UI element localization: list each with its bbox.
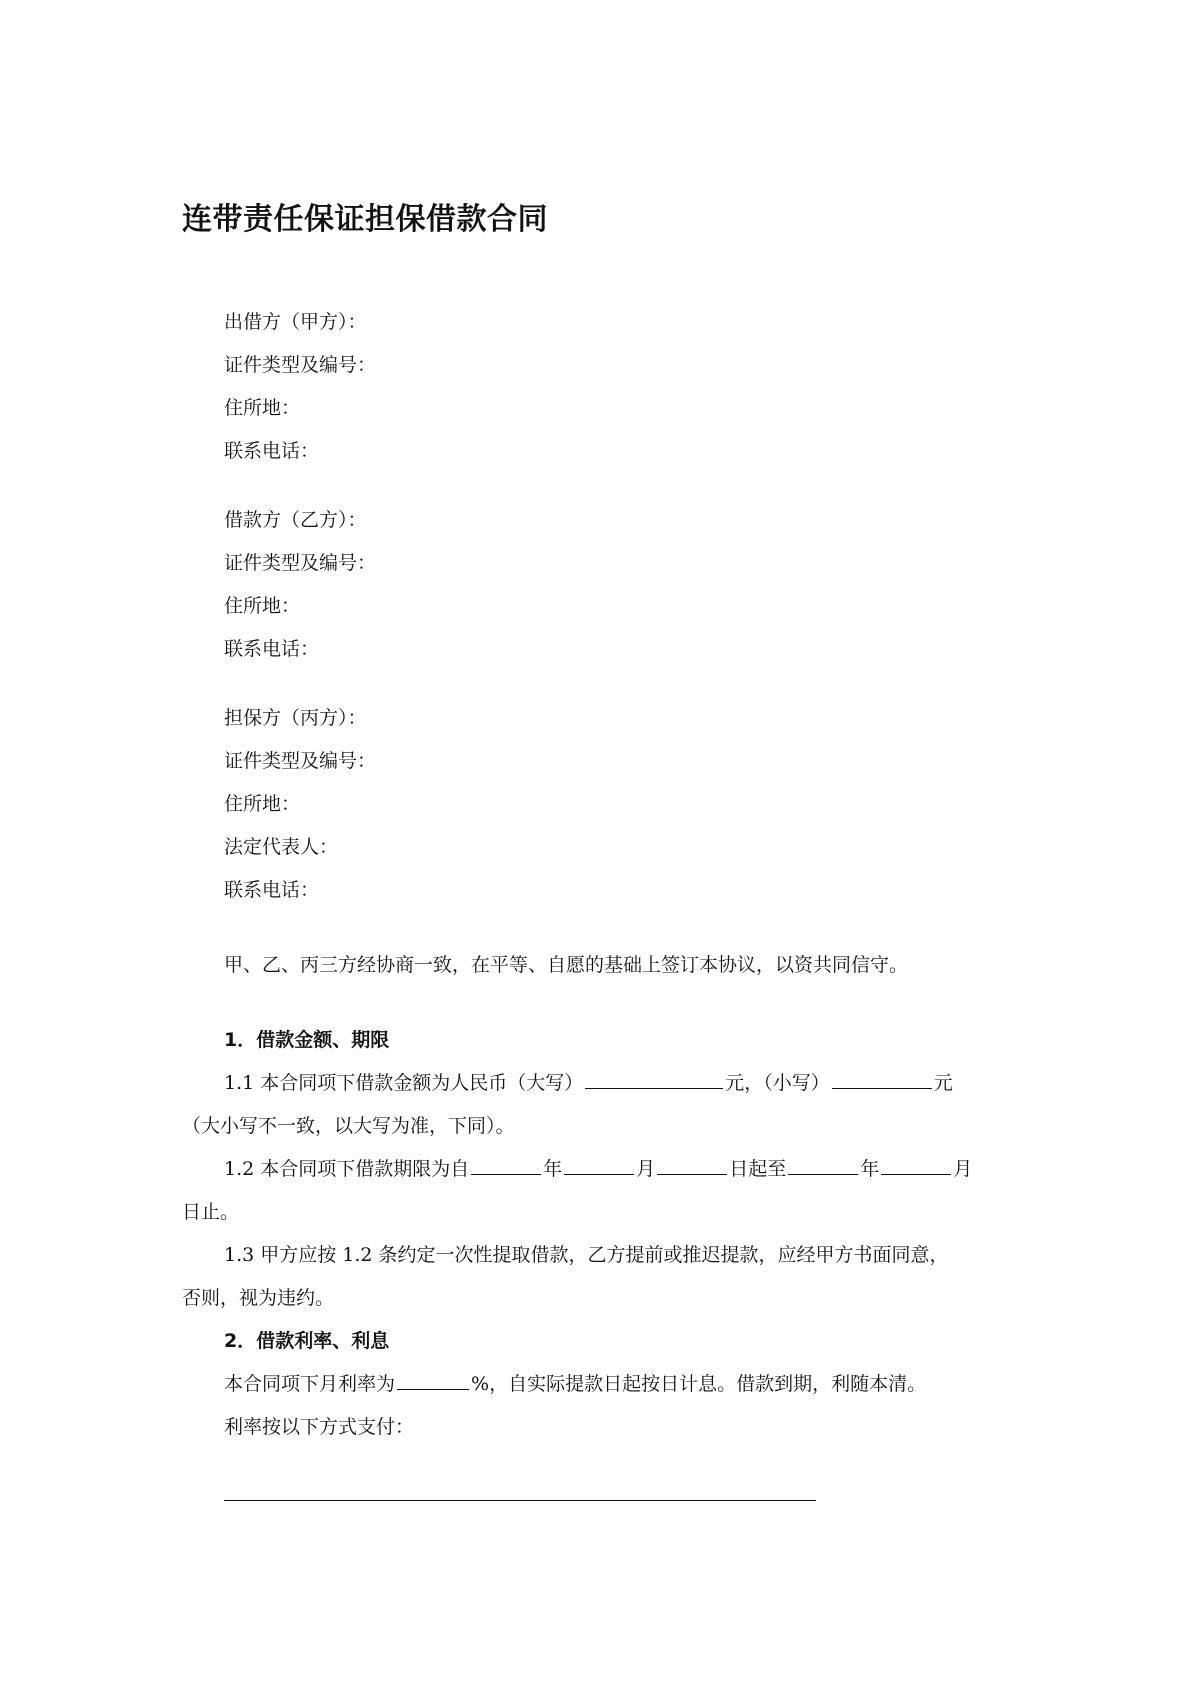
lender-id-label: 证件类型及编号： bbox=[224, 354, 377, 376]
interest-rate-text-a: 本合同项下月利率为 bbox=[224, 1373, 396, 1395]
borrower-address-label: 住所地： bbox=[224, 595, 301, 617]
clause-1-2-continued: 日止。 bbox=[182, 1201, 240, 1223]
clause-1-1-text-b: 元，（小写） bbox=[725, 1072, 830, 1094]
lender-address-label: 住所地： bbox=[224, 397, 301, 419]
preamble: 甲、乙、丙三方经协商一致，在平等、自愿的基础上签订本协议，以资共同信守。 bbox=[224, 954, 909, 976]
end-month-blank[interactable] bbox=[881, 1152, 951, 1175]
section-2 bbox=[182, 1320, 1022, 1449]
contract-body bbox=[182, 301, 1022, 1449]
clause-1-2-year-1: 年 bbox=[543, 1158, 563, 1180]
start-year-blank[interactable] bbox=[471, 1152, 541, 1175]
clause-1-3-continued: 否则，视为违约。 bbox=[182, 1287, 335, 1309]
amount-lowercase-blank[interactable] bbox=[832, 1066, 932, 1089]
guarantor-id-label: 证件类型及编号： bbox=[224, 750, 377, 772]
clause-1-1-text-c: 元 bbox=[933, 1072, 953, 1094]
section-2-heading: 2．借款利率、利息 bbox=[224, 1330, 390, 1352]
section-1-heading: 1．借款金额、期限 bbox=[224, 1029, 390, 1051]
interest-rate-clause bbox=[182, 1363, 1022, 1406]
borrower-id-label: 证件类型及编号： bbox=[224, 552, 377, 574]
clause-1-2-month-1: 月 bbox=[636, 1158, 656, 1180]
clause-1-2-year-2: 年 bbox=[860, 1158, 880, 1180]
clause-1-3: 1.3 甲方应按 1.2 条约定一次性提取借款，乙方提前或推迟提款，应经甲方书面同意， bbox=[224, 1244, 949, 1266]
clause-1-2-text-a: 1.2 本合同项下借款期限为自 bbox=[224, 1158, 470, 1180]
guarantor-phone-label: 联系电话： bbox=[224, 879, 320, 901]
start-day-blank[interactable] bbox=[657, 1152, 727, 1175]
document-title: 连带责任保证担保借款合同 bbox=[182, 202, 548, 237]
borrower-block bbox=[182, 499, 1022, 671]
amount-uppercase-blank[interactable] bbox=[585, 1066, 723, 1089]
clause-1-2 bbox=[182, 1148, 1022, 1191]
section-1 bbox=[182, 1019, 1022, 1320]
lender-block bbox=[182, 301, 1022, 473]
lender-phone-label: 联系电话： bbox=[224, 440, 320, 462]
clause-1-1-text-a: 1.1 本合同项下借款金额为人民币（大写） bbox=[224, 1072, 584, 1094]
guarantor-label: 担保方（丙方）： bbox=[224, 707, 367, 729]
end-year-blank[interactable] bbox=[788, 1152, 858, 1175]
payment-method-blank[interactable] bbox=[224, 1500, 816, 1501]
borrower-phone-label: 联系电话： bbox=[224, 638, 320, 660]
clause-1-2-day-1: 日起至 bbox=[729, 1158, 787, 1180]
payment-method-label: 利率按以下方式支付： bbox=[224, 1416, 415, 1438]
clause-1-1 bbox=[182, 1062, 1022, 1105]
guarantor-block bbox=[182, 697, 1022, 912]
clause-1-1-continued: （大小写不一致，以大写为准，下同）。 bbox=[182, 1115, 515, 1137]
borrower-label: 借款方（乙方）： bbox=[224, 509, 367, 531]
lender-label: 出借方（甲方）： bbox=[224, 311, 367, 333]
monthly-rate-blank[interactable] bbox=[397, 1367, 469, 1390]
start-month-blank[interactable] bbox=[564, 1152, 634, 1175]
guarantor-legal-rep-label: 法定代表人： bbox=[224, 836, 339, 858]
guarantor-address-label: 住所地： bbox=[224, 793, 301, 815]
interest-rate-text-b: %，自实际提款日起按日计息。借款到期，利随本清。 bbox=[471, 1373, 927, 1395]
clause-1-2-month-2: 月 bbox=[953, 1158, 973, 1180]
